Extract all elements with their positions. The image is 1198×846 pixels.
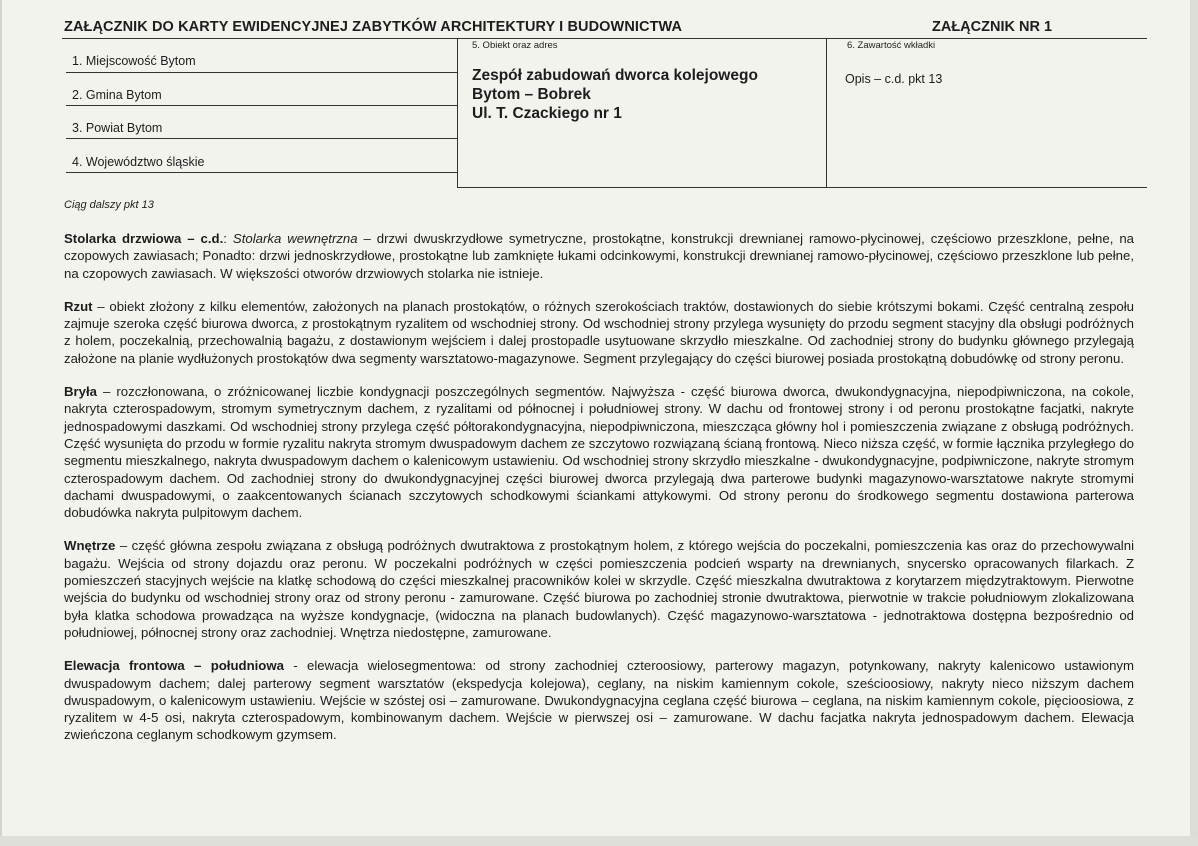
field-locality: 1. Miejscowość Bytom xyxy=(72,54,196,68)
address-line: Bytom – Bobrek xyxy=(472,86,591,103)
page-edge xyxy=(0,836,1198,846)
paragraph-door-joinery xyxy=(64,230,1134,282)
paragraph-text: – drzwi dwuskrzydłowe symetryczne, prostokątne, konstrukcji drewnianej ramowo-płycinowej, częściowo przeszklone, pełne, na czopowych zawiasach; Ponadto: drzwi jednoskrzydłowe, prostokątne lub zamknięte łukami odcinkowymi, konstrukcji drewnianej ramowo-płycinowej, częściowo przeszklone lub pełne, na czopowych zawiasach. W większości otworów drzwiowych stolarka nie istnieje. xyxy=(64,231,1134,281)
field-rule xyxy=(66,172,457,173)
insert-contents: Opis – c.d. pkt 13 xyxy=(845,72,943,86)
field-rule xyxy=(66,138,457,139)
paragraph-interior xyxy=(64,537,1134,641)
field-insert-contents-label: 6. Zawartość wkładki xyxy=(847,40,936,51)
paragraph-heading: Rzut xyxy=(64,298,93,314)
heading-colon: : xyxy=(223,231,227,246)
field-district: 3. Powiat Bytom xyxy=(72,121,163,135)
paragraph-text: – część główna zespołu związana z obsługą podróżnych dwutraktowa z prostokątnym holem, z którego wejścia do poczekalni, pomieszczenia kas oraz do przechowywalni bagażu. Wejścia od strony dojazdu oraz peronu. W poczekalni podróżnych w części pomieszczenia podcień wsparty na drewnianych, snycersko opracowanych filarkach. Z pomieszczeń stacyjnych wejście na klatkę schodową do części mieszkalnej pracowników kolei w skrzydle. Część mieszkalna dwutraktowa z korytarzem międzytraktowym. Pierwotne wejścia do budynku od wschodniej strony oraz od strony peronu - zamurowane. Część biurowa po zachodniej stronie dwutraktowa, pierwotnie w trakcie południowym zlokalizowana była klatka schodowa prowadząca na wyższe kondygnacje, (widoczna na planach budowlanych). Część magazynowo-warsztatowa - jednotraktowa dostępna bezpośrednio od południowej, północnej strony oraz zachodniej. Wnętrza niedostępne, zamurowane. xyxy=(64,538,1134,640)
paragraph-heading: Wnętrze xyxy=(64,538,116,554)
column-divider-1 xyxy=(457,38,458,187)
continuation-note: Ciąg dalszy pkt 13 xyxy=(64,199,154,211)
paragraph-text: – rozczłonowana, o zróżnicowanej liczbie kondygnacji poszczególnych segmentów. Najwyższa - część biurowa dworca, dwukondygnacyjna, niepodpiwniczona, na cokole, nakryta czterospadowym, stromym symetrycznym dachem, z ryzalitami od północnej i południowej strony. W dachu od frontowej strony i od peronu prostokątne facjatki, nakryte jednospadowymi daszkami. Od wschodniej strony przylega część półtorakondygnacyjna, niepodpiwniczona, mieszcząca główny hol i pomieszczenia związane z obsługą podróżnych. Część wysunięta do przodu w formie ryzalitu nakryta stromym dwuspadowym dachem ze szczytowo rozwiązaną ścianą frontową. Nieco niższa część, w formie łącznika przyległego do segmentu mieszkalnego, nakryta dwuspadowym dachem o kalenicowym ustawieniu. Od wschodniej strony skrzydło mieszkalne - dwukondygnacyjne, podpiwniczone, nakryte stromym czterospadowym dachem. Od zachodniej strony do dwukondygnacyjnej części biurowej dworca przylegają dwa parterowe budynki magazynowo-warsztatowe nakryte stromymi dachami dwuspadowymi, o zaakcentowanych ścianach szczytowych schodkowymi ściankami attykowymi. Od strony peronu do środkowego segmentu dostawiona parterowa dobudówka nakryta pulpitowym dachem. xyxy=(64,384,1134,521)
field-voivodeship: 4. Województwo śląskie xyxy=(72,155,205,169)
paragraph-heading: Bryła xyxy=(64,384,97,400)
header-rule xyxy=(62,38,1147,39)
paragraph-heading: Stolarka drzwiowa – c.d. xyxy=(64,231,224,246)
paragraph-front-elevation xyxy=(64,657,1134,743)
paragraph-plan xyxy=(64,298,1134,367)
paragraph-text: - elewacja wielosegmentowa: od strony zachodniej czteroosiowy, parterowy magazyn, potynkowany, nakryty kalenicowo ustawionym dwuspadowym dachem; dalej parterowy segment warsztatów (ekspedycja kolejowa), ceglany, na niskim kamiennym cokole, sześcioosiowy, nakryty nieco niższym dachem dwuspadowym, o kalenicowym ustawieniu. Wejście w szóstej osi – zamurowane. Dwukondygnacyjna ceglana część biurowa – ceglana, na niskim kamiennym cokole, pięcioosiowa, z ryzalitem w 4-5 osi, nakryta czterospadowym, kombinowanym dachem. Wejście w pierwszej osi – zamurowane. W dachu facjatka nakryta jednospadowym dachem. Elewacja zwieńczona ceglanym schodkowym gzymsem. xyxy=(64,658,1134,743)
field-rule xyxy=(66,105,457,106)
field-object-address-label: 5. Obiekt oraz adres xyxy=(472,40,558,51)
paragraph-heading: Elewacja frontowa – południowa xyxy=(64,658,284,674)
field-municipality: 2. Gmina Bytom xyxy=(72,88,162,102)
header-bottom-rule xyxy=(457,187,1147,188)
document-title: ZAŁĄCZNIK DO KARTY EWIDENCYJNEJ ZABYTKÓW ARCHITEKTURY I BUDOWNICTWA xyxy=(64,19,683,35)
paragraph-subheading: Stolarka wewnętrzna xyxy=(232,231,358,246)
annex-number: ZAŁĄCZNIK NR 1 xyxy=(932,19,1053,35)
address-line: Zespół zabudowań dworca kolejowego xyxy=(472,67,758,84)
column-divider-2 xyxy=(826,38,827,187)
field-rule xyxy=(66,72,457,73)
description-body xyxy=(64,230,1134,760)
paragraph-text: – obiekt złożony z kilku elementów, założonych na planach prostokątów, o różnych szerokościach traktów, dostawionych do siebie krótszymi bokami. Część centralną zespołu zajmuje szeroka część biurowa dworca, z prostokątnym ryzalitem od wschodniej strony. Od wschodniej strony przylega wysunięty do przodu segment stacyjny dla obsługi podróżnych z holem, poczekalnią, przechowalnią bagażu, z dostawionym wejściem i dalej prostopadle usytuowane skrzydło mieszkalne. Od zachodniej strony do budynku głównego przylegają założone na planie wydłużonych prostokątów dwa segmenty warsztatowo-magazynowe. Segment przylegający do części biurowej posiada prostokątną dobudówkę od strony peronu. xyxy=(64,298,1134,366)
address-line: Ul. T. Czackiego nr 1 xyxy=(472,105,622,122)
object-address xyxy=(472,66,758,123)
paragraph-massing xyxy=(64,383,1134,521)
page-edge xyxy=(1190,0,1198,846)
